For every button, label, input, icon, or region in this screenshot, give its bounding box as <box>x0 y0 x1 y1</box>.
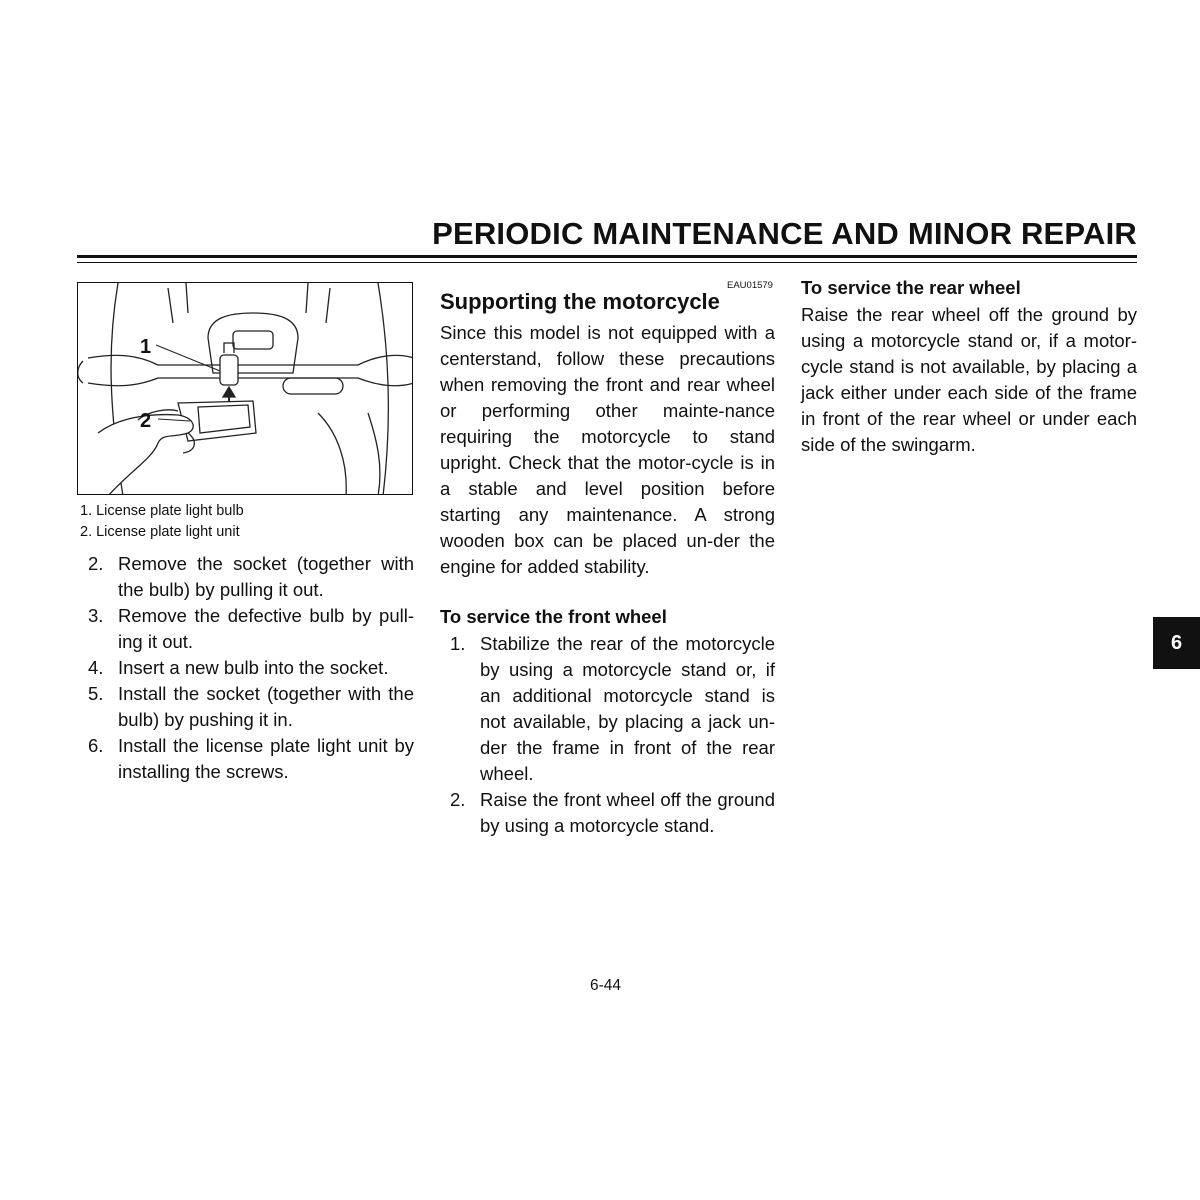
bulb-socket <box>220 355 238 385</box>
list-item <box>88 681 414 733</box>
page-title: PERIODIC MAINTENANCE AND MINOR REPAIR <box>432 216 1137 251</box>
step-text: Stabilize the rear of the motorcycle by using a motorcycle stand or, if an additional motorcycle stand is not available, by placing a jack un-der the frame in front of the rear wheel. <box>480 633 775 784</box>
step-text: Remove the socket (together with the bulb) by pulling it out. <box>118 553 414 600</box>
section-heading: Supporting the motorcycle <box>440 289 720 314</box>
front-wheel-steps <box>450 631 775 839</box>
step-text: Remove the defective bulb by pull-ing it out. <box>118 605 414 652</box>
rear-wheel-heading: To service the rear wheel <box>801 277 1021 298</box>
section-body: Since this model is not equipped with a centerstand, follow these precautions when removing the front and rear wheel or performing other mainte-nance requiring the motorcycle to stand upright. Check that the motor-cycle is in a stable and level position before starting any maintenance. A strong wooden box can be placed un-der the engine for added stability. <box>440 322 775 577</box>
figure-caption-1: 1. License plate light bulb <box>80 503 244 519</box>
header-rule-thin <box>77 262 1137 263</box>
figure-caption-2: 2. License plate light unit <box>80 524 240 540</box>
list-item <box>88 655 414 681</box>
list-item <box>88 603 414 655</box>
callout-2: 2 <box>140 410 152 432</box>
list-item <box>450 631 775 787</box>
callout-1: 1 <box>140 336 152 358</box>
step-number: 4. <box>88 657 104 678</box>
step-number: 2. <box>450 789 466 810</box>
front-wheel-heading: To service the front wheel <box>440 606 667 627</box>
reflector <box>283 378 343 394</box>
step-number: 1. <box>450 633 466 654</box>
list-item <box>88 551 414 603</box>
step-text: Install the socket (together with the bulb) by pushing it in. <box>118 683 414 730</box>
list-item <box>88 733 414 785</box>
page-number: 6-44 <box>590 977 622 994</box>
step-text: Insert a new bulb into the socket. <box>118 657 389 678</box>
chapter-tab: 6 <box>1153 617 1200 669</box>
step-number: 2. <box>88 553 104 574</box>
header-rule-thick <box>77 255 1137 258</box>
step-number: 3. <box>88 605 104 626</box>
rear-wheel-body: Raise the rear wheel off the ground by using a motorcycle stand or, if a motor-cycle stand is not available, by placing a jack either under each side of the frame in front of the rear wheel or under each side of the swingarm. <box>801 304 1137 455</box>
license-plate-light-illustration <box>77 282 413 495</box>
bulb-replacement-steps <box>88 551 414 785</box>
list-item <box>450 787 775 839</box>
step-number: 5. <box>88 683 104 704</box>
step-text: Install the license plate light unit by installing the screws. <box>118 735 414 782</box>
step-number: 6. <box>88 735 104 756</box>
step-text: Raise the front wheel off the ground by using a motorcycle stand. <box>480 789 775 836</box>
section-code: EAU01579 <box>727 280 773 291</box>
